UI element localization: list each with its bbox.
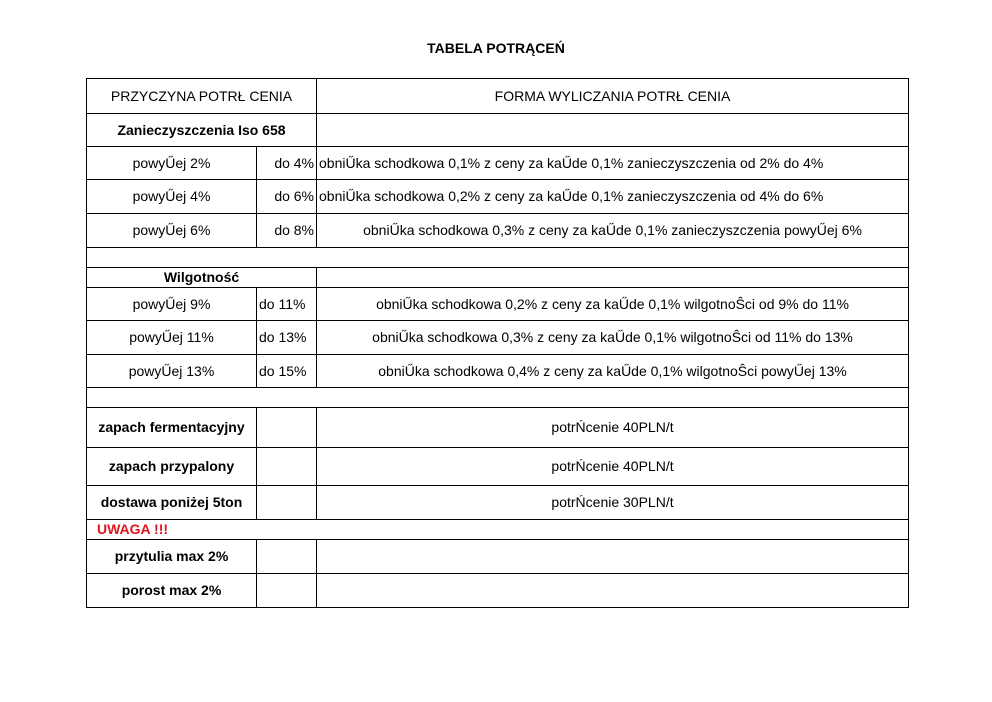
range-to: do 4%: [257, 147, 317, 180]
range-to: do 13%: [257, 321, 317, 355]
section-heading-contamination: Zanieczyszczenia Iso 658: [87, 114, 317, 147]
rule-text: obniŰka schodkowa 0,2% z ceny za kaŰde 0,1% zanieczyszczenia od 4% do 6%: [317, 180, 909, 214]
cause-text: zapach fermentacyjny: [87, 408, 257, 448]
spacer-row: [87, 388, 909, 408]
table-row: [87, 180, 909, 214]
rule-text: potrŃcenie 40PLN/t: [317, 408, 909, 448]
empty-cell: [87, 248, 909, 268]
header-cause: PRZYCZYNA POTRŁ CENIA: [87, 79, 317, 114]
cause-text: dostawa poniżej 5ton: [87, 486, 257, 520]
cause-text: zapach przypalony: [87, 448, 257, 486]
table-row: [87, 540, 909, 574]
rule-text: obniŰka schodkowa 0,1% z ceny za kaŰde 0,1% zanieczyszczenia od 2% do 4%: [317, 147, 909, 180]
empty-cell: [257, 448, 317, 486]
rule-text: obniŰka schodkowa 0,3% z ceny za kaŰde 0,1% zanieczyszczenia powyŰej 6%: [317, 214, 909, 248]
range-to: do 15%: [257, 355, 317, 388]
empty-cell: [257, 408, 317, 448]
range-from: powyŰej 4%: [87, 180, 257, 214]
section-row-contamination: [87, 114, 909, 147]
empty-cell: [317, 268, 909, 288]
section-heading-moisture: Wilgotność: [87, 268, 317, 288]
rule-text: potrŃcenie 40PLN/t: [317, 448, 909, 486]
rule-text: obniŰka schodkowa 0,3% z ceny za kaŰde 0,1% wilgotnoŜci od 11% do 13%: [317, 321, 909, 355]
rule-text: obniŰka schodkowa 0,2% z ceny za kaŰde 0,1% wilgotnoŜci od 9% do 11%: [317, 288, 909, 321]
deductions-table: [86, 78, 909, 608]
range-to: do 8%: [257, 214, 317, 248]
page-title: TABELA POTRĄCEŃ: [427, 40, 565, 56]
warning-label: UWAGA !!!: [87, 520, 909, 540]
table-row: [87, 214, 909, 248]
section-row-moisture: [87, 268, 909, 288]
range-from: powyŰej 13%: [87, 355, 257, 388]
range-from: powyŰej 6%: [87, 214, 257, 248]
table-row: [87, 408, 909, 448]
table-row: [87, 147, 909, 180]
empty-cell: [257, 540, 317, 574]
empty-cell: [317, 114, 909, 147]
table-row: [87, 574, 909, 608]
range-from: powyŰej 9%: [87, 288, 257, 321]
empty-cell: [317, 574, 909, 608]
empty-cell: [87, 388, 909, 408]
header-row: [87, 79, 909, 114]
spacer-row: [87, 248, 909, 268]
range-to: do 11%: [257, 288, 317, 321]
empty-cell: [257, 486, 317, 520]
table-row: [87, 288, 909, 321]
header-method: FORMA WYLICZANIA POTRŁ CENIA: [317, 79, 909, 114]
warning-row: [87, 520, 909, 540]
range-from: powyŰej 2%: [87, 147, 257, 180]
rule-text: potrŃcenie 30PLN/t: [317, 486, 909, 520]
empty-cell: [317, 540, 909, 574]
limit-text: przytulia max 2%: [87, 540, 257, 574]
rule-text: obniŰka schodkowa 0,4% z ceny za kaŰde 0,1% wilgotnoŜci powyŰej 13%: [317, 355, 909, 388]
range-from: powyŰej 11%: [87, 321, 257, 355]
empty-cell: [257, 574, 317, 608]
range-to: do 6%: [257, 180, 317, 214]
table-row: [87, 355, 909, 388]
table-row: [87, 448, 909, 486]
limit-text: porost max 2%: [87, 574, 257, 608]
table-row: [87, 486, 909, 520]
table-row: [87, 321, 909, 355]
